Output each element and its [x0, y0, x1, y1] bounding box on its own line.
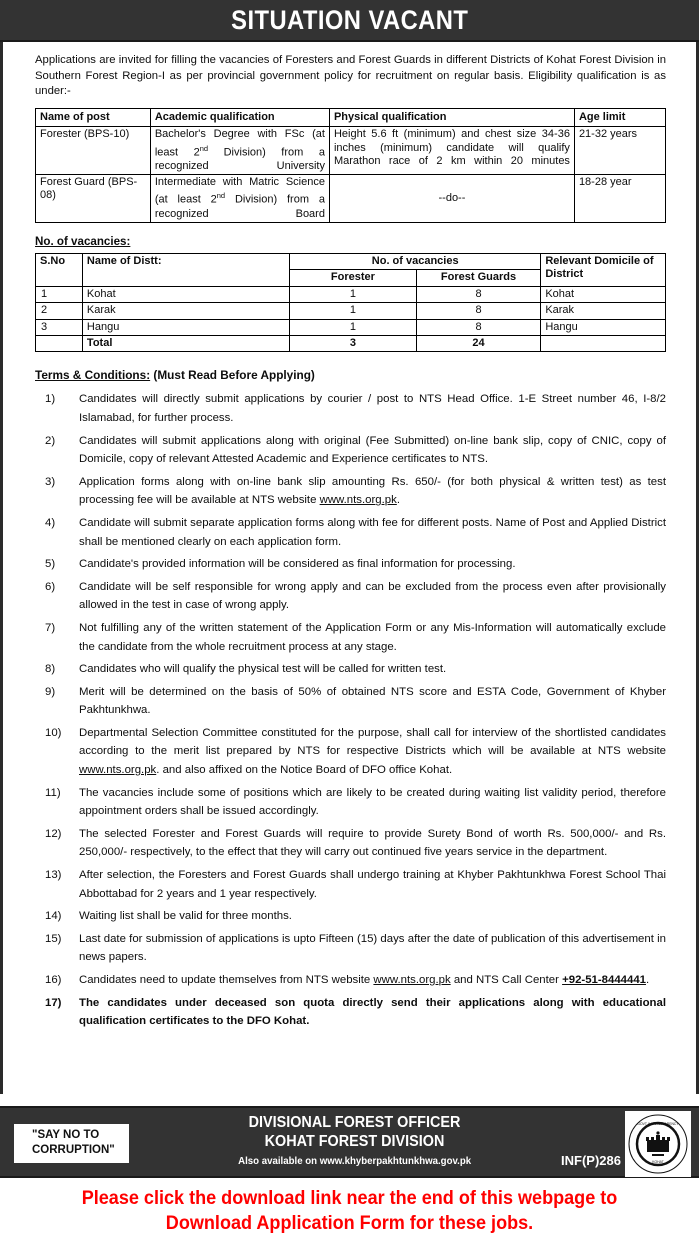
- cell-guards: 8: [416, 303, 541, 319]
- table-row: [36, 303, 666, 319]
- academic-sup: nd: [216, 191, 226, 201]
- term-item: [35, 390, 666, 427]
- term-item: [35, 473, 666, 510]
- term-number: 12): [45, 827, 62, 840]
- term-text: Candidates need to update themselves from NTS website: [79, 974, 374, 986]
- table-header-row: [36, 108, 666, 126]
- term-item: [35, 432, 666, 469]
- term-item: [35, 907, 666, 926]
- table-header-row: [36, 253, 666, 269]
- nts-website-link[interactable]: www.nts.org.pk: [373, 974, 451, 986]
- cell-forester: 1: [290, 303, 417, 319]
- term-number: 1): [45, 393, 56, 406]
- cell-district: Hangu: [82, 319, 289, 335]
- academic-post: Division) from a recognized University: [154, 146, 325, 172]
- officer-title: DIVISIONAL FOREST OFFICER: [248, 1114, 461, 1131]
- term-item: [35, 555, 666, 574]
- col-sno: S.No: [36, 253, 83, 286]
- term-text: Departmental Selection Committee constituted for the purpose, shall call for interview of the shortlisted candidates according to the merit list prepared by NTS for respective Districts which will be available at NTS website: [79, 726, 666, 758]
- term-item: [35, 825, 666, 862]
- page-title: SITUATION VACANT: [230, 4, 469, 35]
- say-no-line-2: CORRUPTION": [32, 1144, 115, 1156]
- document-body: [0, 42, 699, 1094]
- cell-post: Forester (BPS-10): [36, 127, 151, 175]
- government-seal-icon: [625, 1111, 691, 1177]
- term-number: 6): [45, 580, 56, 593]
- terms-list: [35, 390, 666, 1030]
- table-total-row: [36, 335, 666, 351]
- cell-total-guards: 24: [416, 335, 541, 351]
- cell-guards: 8: [416, 319, 541, 335]
- term-number: 10): [45, 726, 62, 739]
- term-text: The selected Forester and Forest Guards will require to provide Surety Bond of worth Rs. 500,000/- and Rs. 250,000/- respectively, to the effect that they will carry out continued five years service in the department.: [79, 827, 666, 859]
- vacancies-table: [35, 253, 666, 352]
- term-text: . and also affixed on the Notice Board of DFO office Kohat.: [156, 764, 453, 777]
- term-text: and NTS Call Center: [450, 974, 563, 986]
- term-number: 3): [45, 475, 56, 488]
- term-number: 14): [45, 910, 62, 923]
- table-row: [36, 127, 666, 175]
- seal-graphic: [627, 1113, 689, 1175]
- cell-forester: 1: [290, 319, 417, 335]
- term-text: Merit will be determined on the basis of 50% of obtained NTS score and ESTA Code, Government of Khyber Pakhtunkhwa.: [79, 685, 666, 717]
- academic-sup: nd: [199, 143, 209, 153]
- qualification-table: [35, 108, 666, 223]
- term-text: Application forms along with on-line bank slip amounting Rs. 650/- (for both physical & written test) as test processing fee will be available at NTS website: [79, 475, 666, 507]
- term-text: Waiting list shall be valid for three months.: [79, 910, 292, 923]
- term-text: Candidates will submit applications along with original (Fee Submitted) on-line bank slip, copy of CNIC, copy of Domicile, copy of relevant Attested Academic and Experience certificates to NTS.: [79, 434, 666, 466]
- col-name-of-post: Name of post: [36, 108, 151, 126]
- term-text: .: [646, 974, 650, 986]
- cell-academic: [150, 127, 329, 175]
- intro-paragraph: Applications are invited for filling the vacancies of Foresters and Forest Guards in different Districts of Kohat Forest Division in Southern Forest Region-I as per provincial government policy for recruitment on regular basis. Eligibility qualification is as under:-: [35, 54, 666, 98]
- col-vacancies-group: No. of vacancies: [290, 253, 541, 269]
- term-text: Candidates will directly submit applications by courier / post to NTS Head Office. 1-E Street number 46, I-8/2 Islamabad, for further process.: [79, 393, 666, 424]
- term-text: Last date for submission of applications is upto Fifteen (15) days after the date of publication of this advertisement in news papers.: [79, 932, 666, 964]
- table-row: [36, 286, 666, 302]
- terms-heading-underline: Terms & Conditions:: [35, 368, 151, 383]
- col-district-name: Name of Distt:: [82, 253, 289, 286]
- term-number: 15): [45, 932, 62, 945]
- col-age-limit: Age limit: [574, 108, 665, 126]
- term-number: 16): [45, 974, 62, 986]
- division-name: KOHAT FOREST DIVISION: [264, 1133, 445, 1150]
- term-number: 4): [45, 516, 56, 529]
- terms-heading: [35, 368, 666, 382]
- term-item: [35, 930, 666, 967]
- header-bar: [0, 0, 699, 42]
- download-note: [0, 1186, 699, 1236]
- cell-age: 21-32 years: [574, 127, 665, 175]
- term-text: The candidates under deceased son quota directly send their applications along with educational qualification certificates to the DFO Kohat.: [79, 996, 666, 1028]
- term-item: [35, 578, 666, 615]
- academic-pre: Intermediate with Matric Science (at least 2: [154, 176, 325, 207]
- cell-district: Karak: [82, 303, 289, 319]
- term-text: Candidate will submit separate application forms along with fee for different posts. Name of Post and Applied District shall be mentioned clearly on each application form.: [79, 516, 666, 548]
- cell-domicile: [541, 335, 666, 351]
- term-item: [35, 660, 666, 679]
- footer-authority: [120, 1113, 589, 1169]
- term-text: Candidate will be self responsible for wrong apply and can be excluded from the process even after provisionally allowed in the test in case of wrong apply.: [79, 580, 666, 612]
- svg-text:GOVT & TRANSPARENCY: GOVT & TRANSPARENCY: [637, 1122, 679, 1126]
- col-physical-qualification: Physical qualification: [329, 108, 574, 126]
- svg-text:KOHAT: KOHAT: [652, 1160, 664, 1164]
- col-academic-qualification: Academic qualification: [150, 108, 329, 126]
- term-item: [35, 619, 666, 656]
- cell-total-forester: 3: [290, 335, 417, 351]
- inf-code: INF(P)286: [561, 1153, 621, 1168]
- vacancies-heading: No. of vacancies:: [35, 234, 131, 248]
- cell-physical: Height 5.6 ft (minimum) and chest size 34-36 inches (minimum) candidate will qualify Marathon race of 2 km within 20 minutes: [329, 127, 574, 175]
- also-available-text: Also available on www.khyberpakhtunkhwa.gov.pk: [238, 1155, 471, 1167]
- term-item: [35, 683, 666, 720]
- nts-website-link[interactable]: www.nts.org.pk: [79, 764, 157, 777]
- term-text: .: [396, 494, 400, 507]
- term-number: 2): [45, 434, 56, 447]
- academic-post: Division) from a recognized Board: [154, 194, 325, 220]
- cell-academic: [150, 175, 329, 223]
- term-text: Candidate's provided information will be considered as final information for processing.: [79, 558, 516, 571]
- cell-domicile: Karak: [541, 303, 666, 319]
- cell-sno: 2: [36, 303, 83, 319]
- term-text: After selection, the Foresters and Forest Guards shall undergo training at Khyber Pakhtunkhwa Forest School Thai Abbottabad for 2 years and 1 year respectively.: [79, 869, 666, 900]
- col-forester: Forester: [290, 270, 417, 286]
- term-item: [35, 866, 666, 903]
- say-no-to-corruption-badge: [14, 1124, 129, 1163]
- term-text: Not fulfilling any of the written statement of the Application Form or any Mis-Information will automatically exclude the candidate from the whole recruitment process at any stage.: [79, 621, 666, 653]
- term-item: [35, 724, 666, 780]
- term-number: 5): [45, 558, 56, 571]
- col-forest-guards: Forest Guards: [416, 270, 541, 286]
- term-number: 7): [45, 621, 56, 634]
- cell-sno: [36, 335, 83, 351]
- term-text: Candidates who will qualify the physical test will be called for written test.: [79, 663, 447, 676]
- term-item: [35, 514, 666, 551]
- term-item: [35, 784, 666, 821]
- terms-heading-rest: (Must Read Before Applying): [150, 368, 315, 383]
- cell-domicile: Hangu: [541, 319, 666, 335]
- cell-total-label: Total: [82, 335, 289, 351]
- term-item: [35, 971, 666, 990]
- term-number: 8): [45, 663, 56, 676]
- footer-bar: [0, 1106, 699, 1178]
- nts-website-link[interactable]: www.nts.org.pk: [319, 494, 397, 507]
- cell-forester: 1: [290, 286, 417, 302]
- col-domicile: Relevant Domicile of District: [541, 253, 666, 286]
- download-note-line-2: Download Application Form for these jobs.: [165, 1213, 534, 1234]
- download-note-line-1: Please click the download link near the end of this webpage to: [81, 1188, 618, 1209]
- cell-age: 18-28 year: [574, 175, 665, 223]
- term-item: [35, 994, 666, 1031]
- cell-guards: 8: [416, 286, 541, 302]
- term-number: 9): [45, 685, 56, 698]
- cell-district: Kohat: [82, 286, 289, 302]
- term-number: 13): [45, 869, 62, 882]
- say-no-line-1: "SAY NO TO: [32, 1129, 100, 1141]
- cell-post: Forest Guard (BPS-08): [36, 175, 151, 223]
- academic-pre: Bachelor's Degree with FSc (at least 2: [154, 128, 325, 159]
- term-number: 17): [45, 996, 62, 1009]
- cell-sno: 1: [36, 286, 83, 302]
- table-row: [36, 175, 666, 223]
- cell-sno: 3: [36, 319, 83, 335]
- cell-domicile: Kohat: [541, 286, 666, 302]
- cell-physical: --do--: [329, 175, 574, 223]
- table-row: [36, 319, 666, 335]
- call-center-link[interactable]: +92-51-8444441: [562, 974, 647, 986]
- term-text: The vacancies include some of positions which are likely to be created during waiting list validity period, therefore appointment orders shall be issued accordingly.: [79, 786, 666, 818]
- term-number: 11): [45, 786, 61, 799]
